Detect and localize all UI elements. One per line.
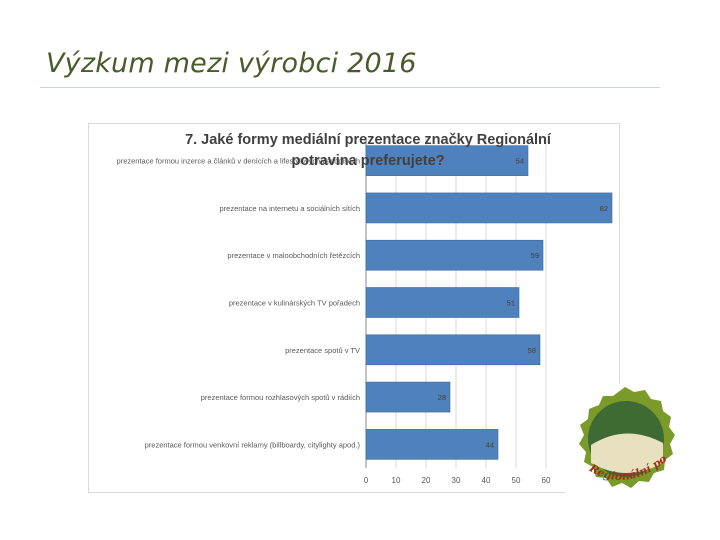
x-tick-label: 60 <box>541 476 551 485</box>
x-tick-label: 0 <box>363 476 369 485</box>
x-tick-label: 20 <box>421 476 431 485</box>
data-label: 44 <box>485 440 494 450</box>
category-label: prezentace na internetu a sociálních sítích <box>219 203 360 213</box>
bar <box>366 240 543 270</box>
slide-title: Výzkum mezi výrobci 2016 <box>46 48 417 79</box>
logo-text: Regionální po <box>587 452 670 483</box>
data-label: 59 <box>530 251 539 261</box>
category-label: prezentace v kulinárských TV pořadech <box>228 298 360 308</box>
x-tick-label: 10 <box>391 476 401 485</box>
category-label: prezentace formou venkovní reklamy (billboardy, citylighty apod.) <box>144 440 360 450</box>
data-label: 28 <box>437 393 446 403</box>
regionalni-potravina-logo <box>565 383 685 495</box>
category-label: prezentace formou inzerce a článků v denících a lifestylových časopisech <box>116 156 360 166</box>
data-label: 82 <box>599 203 608 213</box>
x-tick-label: 30 <box>451 476 461 485</box>
bar <box>366 429 498 459</box>
data-label: 58 <box>527 345 536 355</box>
category-label: prezentace v maloobchodních řetězcích <box>227 251 360 261</box>
x-tick-label: 50 <box>511 476 521 485</box>
chart-title: 7. Jaké formy mediální prezentace značky Regionální potravina preferujete? <box>185 132 551 169</box>
category-label: prezentace spotů v TV <box>285 345 360 355</box>
bar <box>366 193 612 223</box>
category-label: prezentace formou rozhlasových spotů v rádiích <box>200 393 360 403</box>
x-tick-label: 40 <box>481 476 491 485</box>
data-label: 54 <box>515 156 524 166</box>
data-label: 51 <box>506 298 515 308</box>
bar <box>366 288 519 318</box>
bar <box>366 335 540 365</box>
